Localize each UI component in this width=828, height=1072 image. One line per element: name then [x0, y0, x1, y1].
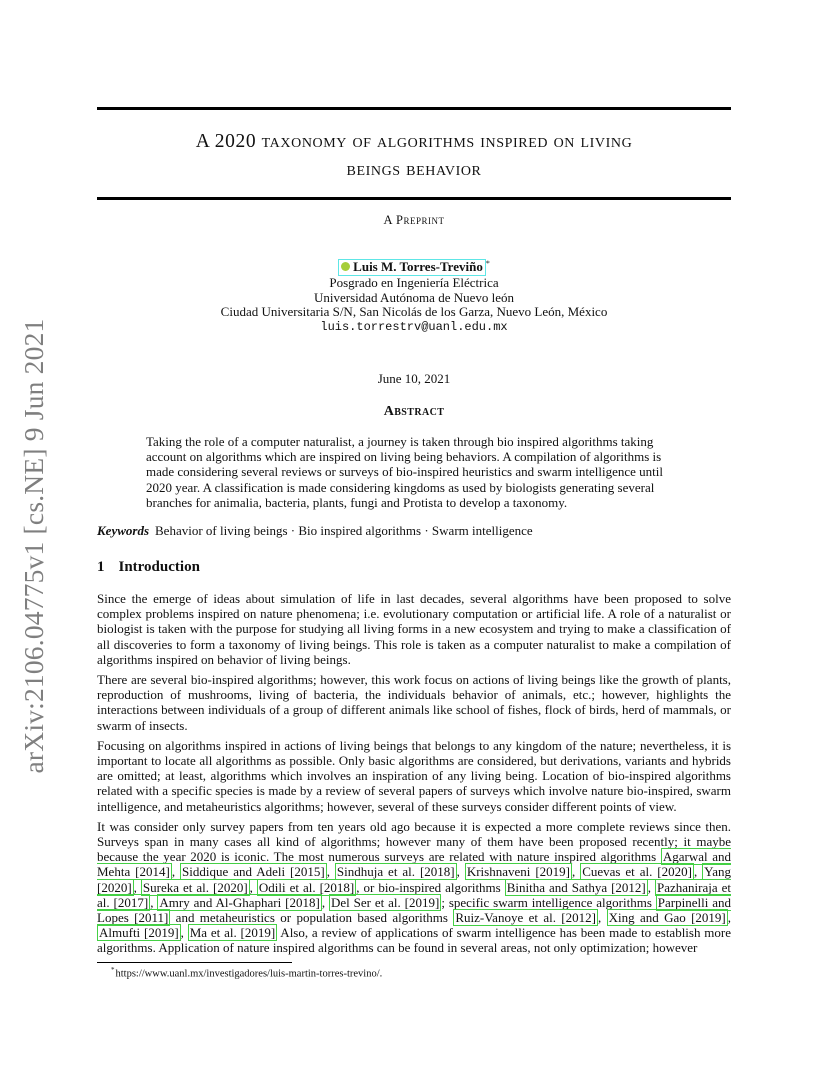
- abstract-heading: Abstract: [383, 404, 445, 419]
- footnote-rule: [97, 962, 292, 963]
- citation-link[interactable]: Binitha and Sathya [2012]: [506, 879, 646, 895]
- author-affiliation-2: Universidad Autónoma de Nuevo león: [313, 289, 514, 305]
- citation-link[interactable]: Sindhuja et al. [2018]: [336, 864, 455, 880]
- body-text: [97, 591, 731, 961]
- orcid-icon[interactable]: [341, 262, 350, 271]
- citation-link[interactable]: Krishnaveni [2019]: [466, 864, 570, 880]
- paragraph-2: There are several bio-inspired algorithms; however, this work focus on actions of living beings like the growth of plants, reproduction of mushrooms, living of bacteria, the individuals behavior of animals, etc.; however, highlights the interactions between individuals of a group of different animals like school of fishes, flock of birds, herd of mammals, or swarm of insects.: [97, 672, 731, 733]
- author-email[interactable]: luis.torrestrv@uanl.edu.mx: [320, 319, 508, 334]
- title-line-1: A 2020 taxonomy of algorithms inspired on living: [195, 131, 633, 152]
- keywords: [97, 523, 731, 539]
- footnote-url[interactable]: https://www.uanl.mx/investigadores/luis-martin-torres-trevino/.: [115, 968, 383, 980]
- author-address: Ciudad Universitaria S/N, San Nicolás de los Garza, Nuevo León, México: [220, 304, 608, 320]
- section-number: 1: [97, 559, 105, 575]
- citation-link[interactable]: Cuevas et al. [2020]: [582, 864, 692, 880]
- citation-link[interactable]: Ruiz-Vanoye et al. [2012]: [455, 910, 596, 926]
- footnote: [97, 966, 731, 980]
- author-footnote-mark[interactable]: *: [485, 259, 490, 268]
- title-rule-bottom: [97, 197, 731, 200]
- footnote-mark: *: [111, 966, 115, 974]
- citation-link[interactable]: Amry and Al-Ghaphari [2018]: [159, 894, 320, 910]
- preprint-label: A Preprint: [383, 213, 445, 227]
- author-block: [97, 257, 731, 334]
- citation-link[interactable]: Yang [2020]: [97, 864, 732, 895]
- citation-link[interactable]: Odili et al. [2018]: [258, 879, 355, 895]
- citation-link[interactable]: Sureka et al. [2020]: [142, 879, 248, 895]
- citation-link[interactable]: Xing and Gao [2019]: [608, 910, 726, 926]
- paragraph-1: Since the emerge of ideas about simulation of life in last decades, several algorithms have been proposed to solve complex problems inspired on nature phenomena; i.e. evolutionary computation or artificial life. A role of a naturalist or biologist is taken with the purpose for studying all living forms in a new ecosystem and trying to make a classification of all discoveries to form a taxonomy of living beings. This role is taken as a computer naturalist to make a compilation of algorithms inspired on behavior of living beings.: [97, 591, 731, 667]
- author-name: Luis M. Torres-Treviño: [353, 259, 483, 275]
- title-rule-top: [97, 107, 731, 110]
- citation-link[interactable]: Pazhaniraja et al. [2017]: [97, 879, 732, 910]
- paper-title: [97, 128, 731, 184]
- paragraph-4: It was consider only survey papers from ten years old ago because it is expected a more complete reviews since then. Surveys span in many cases all kind of algorithms; however many of them have been proposed recently; it maybe because the year 2020 is iconic. The most numerous surveys are related with nature inspired algorithms Agarwal and Mehta [2014] , Siddique and Adeli [2015] , Sindhuja et al. [2018] , Krishnaveni [2019] , Cuevas et al. [2020] , Yang [2020] , Sureka et al. [2020] , Odili et al. [2018] , or bio-inspired algorithms Binitha and Sathya [2012] , Pazhaniraja et al. [2017] , Amry and Al-Ghaphari [2018] , Del Ser et al. [2019] ; specific swarm intelligence algorithms Parpinelli and Lopes [2011] and metaheuristics or population based algorithms Ruiz-Vanoye et al. [2012] , Xing and Gao [2019] , Almufti [2019] , Ma et al. [2019] Also, a review of applications of swarm intelligence has been made to establish more algorithms. Application of nature inspired algorithms can be found in several areas, not only optimization; however: [97, 818, 732, 956]
- citation-link[interactable]: Agarwal and Mehta [2014]: [97, 849, 731, 880]
- keywords-label: Keywords: [97, 523, 149, 538]
- citation-link[interactable]: Almufti [2019]: [99, 925, 179, 941]
- citation-link[interactable]: Siddique and Adeli [2015]: [182, 864, 325, 880]
- citation-link[interactable]: Parpinelli and Lopes [2011]: [97, 894, 732, 926]
- title-line-2: beings behavior: [346, 159, 482, 180]
- section-title: Introduction: [118, 559, 200, 575]
- abstract-text: Taking the role of a computer naturalist, a journey is taken through bio inspired algorithms taking account on algorithms which are inspired on living being behaviors. A compilation of algorithms is made considering several reviews or surveys of bio-inspired heuristics and swarm intelligence until 2020 year. A classification is made considering kingdoms as used by biologists generating several branches for animalia, bacteria, plants, fungi and Protista to develop a taxonomy.: [146, 434, 663, 510]
- keywords-text: Behavior of living beings · Bio inspired algorithms · Swarm intelligence: [155, 523, 533, 538]
- section-heading: [97, 559, 200, 576]
- citation-link[interactable]: Del Ser et al. [2019]: [330, 894, 440, 910]
- paragraph-3: Focusing on algorithms inspired in actions of living beings that belongs to any kingdom of the nature; nevertheless, it is important to locate all algorithms as possible. Only basic algorithms are considered, but derivations, variants and hybrids are omitted; at least, algorithms which involves an inspiration of any living being. Location of bio-inspired algorithms related with a specific species is made by a review of several papers of surveys which involve nature bio-inspired, swarm intelligence, and metaheuristics algorithms; however, several of these surveys consider different points of view.: [97, 737, 731, 814]
- author-affiliation-1: Posgrado en Ingeniería Eléctrica: [329, 274, 499, 290]
- author-link[interactable]: [338, 259, 486, 276]
- arxiv-identifier: arXiv:2106.04775v1 [cs.NE] 9 Jun 2021: [18, 318, 49, 774]
- citation-link[interactable]: Ma et al. [2019]: [189, 925, 276, 941]
- paper-date: June 10, 2021: [377, 371, 451, 386]
